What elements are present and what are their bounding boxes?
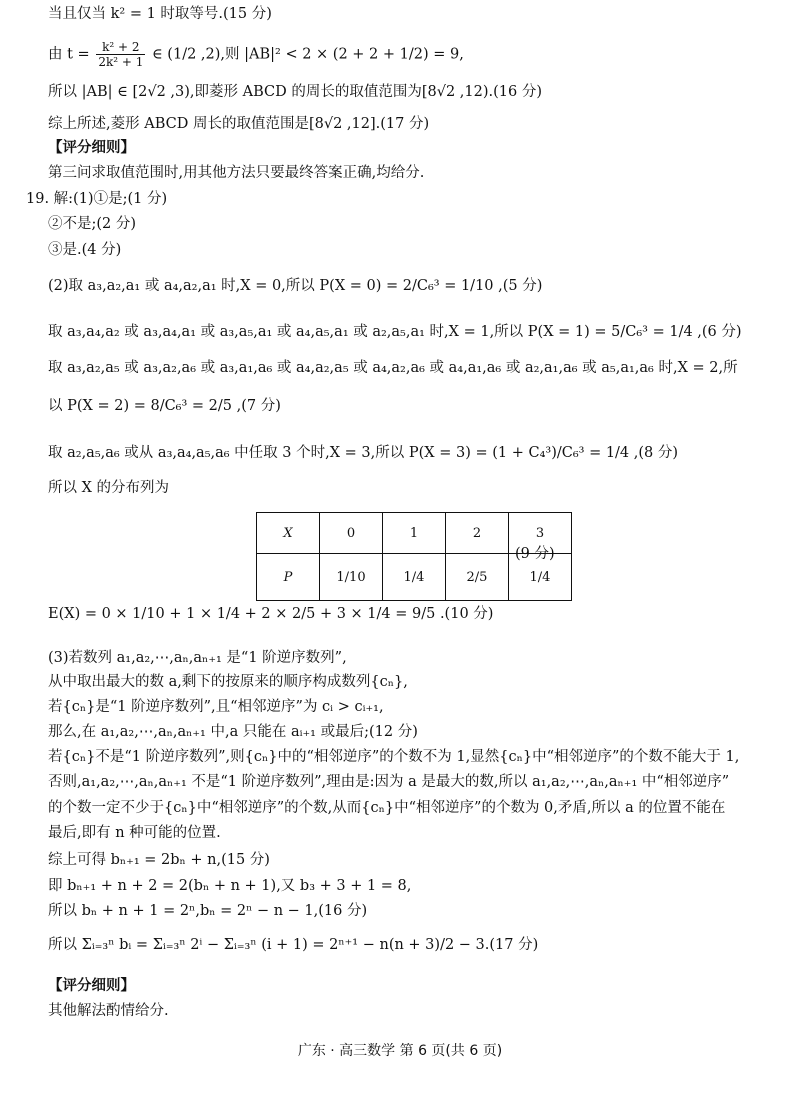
- question-19-heading: 19. 解:(1)①是;(1 分): [26, 191, 168, 207]
- rubric-header: 【评分细则】: [48, 978, 135, 994]
- text-line: 综上可得 bₙ₊₁ = 2bₙ + n,(15 分): [48, 852, 270, 868]
- text-line: ③是.(4 分): [48, 242, 122, 258]
- text-line: 若{cₙ}不是“1 阶逆序数列”,则{cₙ}中的“相邻逆序”的个数不为 1,显然{cₙ}中“相邻逆序”的个数不能大于 1,: [48, 749, 740, 765]
- text-line: 取 a₃,a₂,a₅ 或 a₃,a₂,a₆ 或 a₃,a₁,a₆ 或 a₄,a₂,a₅ 或 a₄,a₂,a₆ 或 a₄,a₁,a₆ 或 a₂,a₁,a₆ 或 a₅,a₁,a₆ 时,X = 2,所: [48, 360, 738, 376]
- text-line: (2)取 a₃,a₂,a₁ 或 a₄,a₂,a₁ 时,X = 0,所以 P(X = 0) = 2/C₆³ = 1/10 ,(5 分): [48, 278, 543, 294]
- table-cell: 1/4: [509, 554, 572, 601]
- score-note: (9 分): [515, 546, 555, 562]
- text-line: 以 P(X = 2) = 8/C₆³ = 2/5 ,(7 分): [48, 398, 281, 414]
- text-line: 所以 Σᵢ₌₃ⁿ bᵢ = Σᵢ₌₃ⁿ 2ⁱ − Σᵢ₌₃ⁿ (i + 1) = 2ⁿ⁺¹ − n(n + 3)/2 − 3.(17 分): [48, 937, 539, 953]
- expectation-line: E(X) = 0 × 1/10 + 1 × 1/4 + 2 × 2/5 + 3 × 1/4 = 9/5 .(10 分): [48, 606, 494, 622]
- fraction: [96, 40, 145, 69]
- text-line: 所以 |AB| ∈ [2√2 ,3),即菱形 ABCD 的周长的取值范围为[8√2 ,12).(16 分): [48, 84, 543, 100]
- text-line: ②不是;(2 分): [48, 216, 137, 232]
- rubric-header: 【评分细则】: [48, 140, 135, 156]
- table-cell: 3: [509, 513, 572, 554]
- text-line: 综上所述,菱形 ABCD 周长的取值范围是[8√2 ,12].(17 分): [48, 116, 430, 132]
- table-cell: 2/5: [446, 554, 509, 601]
- rubric-text: 其他解法酌情给分.: [48, 1003, 169, 1019]
- text-line: 否则,a₁,a₂,⋯,aₙ,aₙ₊₁ 不是“1 阶逆序数列”,理由是:因为 a 是最大的数,所以 a₁,a₂,⋯,aₙ,aₙ₊₁ 中“相邻逆序”: [48, 774, 730, 790]
- text-line: 从中取出最大的数 a,剩下的按原来的顺序构成数列{cₙ},: [48, 674, 408, 690]
- table-cell: 1/10: [320, 554, 383, 601]
- table-cell: 1: [383, 513, 446, 554]
- text-line: 即 bₙ₊₁ + n + 2 = 2(bₙ + n + 1),又 b₃ + 3 + 1 = 8,: [48, 878, 412, 894]
- table-cell: 2: [446, 513, 509, 554]
- text-line: 所以 X 的分布列为: [48, 480, 170, 496]
- page-footer: 广东 · 高三数学 第 6 页(共 6 页): [297, 1043, 503, 1059]
- text-line: 取 a₂,a₅,a₆ 或从 a₃,a₄,a₅,a₆ 中任取 3 个时,X = 3,所以 P(X = 3) = (1 + C₄³)/C₆³ = 1/4 ,(8 分): [48, 445, 679, 461]
- formula-prefix: 由 t =: [48, 46, 90, 63]
- formula-line: [48, 40, 464, 69]
- text-line: 所以 bₙ + n + 1 = 2ⁿ,bₙ = 2ⁿ − n − 1,(16 分): [48, 903, 368, 919]
- table-cell: X: [257, 513, 320, 554]
- table-cell: P: [257, 554, 320, 601]
- text-line: 若{cₙ}是“1 阶逆序数列”,且“相邻逆序”为 cᵢ > cᵢ₊₁,: [48, 699, 384, 715]
- fraction-numerator: k² + 2: [96, 40, 145, 55]
- table-cell: 0: [320, 513, 383, 554]
- text-line: 取 a₃,a₄,a₂ 或 a₃,a₄,a₁ 或 a₃,a₅,a₁ 或 a₄,a₅,a₁ 或 a₂,a₅,a₁ 时,X = 1,所以 P(X = 1) = 5/C₆³ = 1/4 ,(6 分): [48, 324, 742, 340]
- text-line: 那么,在 a₁,a₂,⋯,aₙ,aₙ₊₁ 中,a 只能在 aᵢ₊₁ 或最后;(12 分): [48, 724, 418, 740]
- table-cell: 1/4: [383, 554, 446, 601]
- formula-suffix: ∈ (1/2 ,2),则 |AB|² < 2 × (2 + 2 + 1/2) = 9,: [151, 46, 464, 63]
- text-line: 最后,即有 n 种可能的位置.: [48, 825, 221, 841]
- text-line: (3)若数列 a₁,a₂,⋯,aₙ,aₙ₊₁ 是“1 阶逆序数列”,: [48, 650, 347, 666]
- rubric-text: 第三问求取值范围时,用其他方法只要最终答案正确,均给分.: [48, 165, 425, 181]
- fraction-denominator: 2k² + 1: [98, 55, 144, 69]
- text-line: 当且仅当 k² = 1 时取等号.(15 分): [48, 6, 272, 22]
- text-line: 的个数一定不少于{cₙ}中“相邻逆序”的个数,从而{cₙ}中“相邻逆序”的个数为 0,矛盾,所以 a 的位置不能在: [48, 800, 726, 816]
